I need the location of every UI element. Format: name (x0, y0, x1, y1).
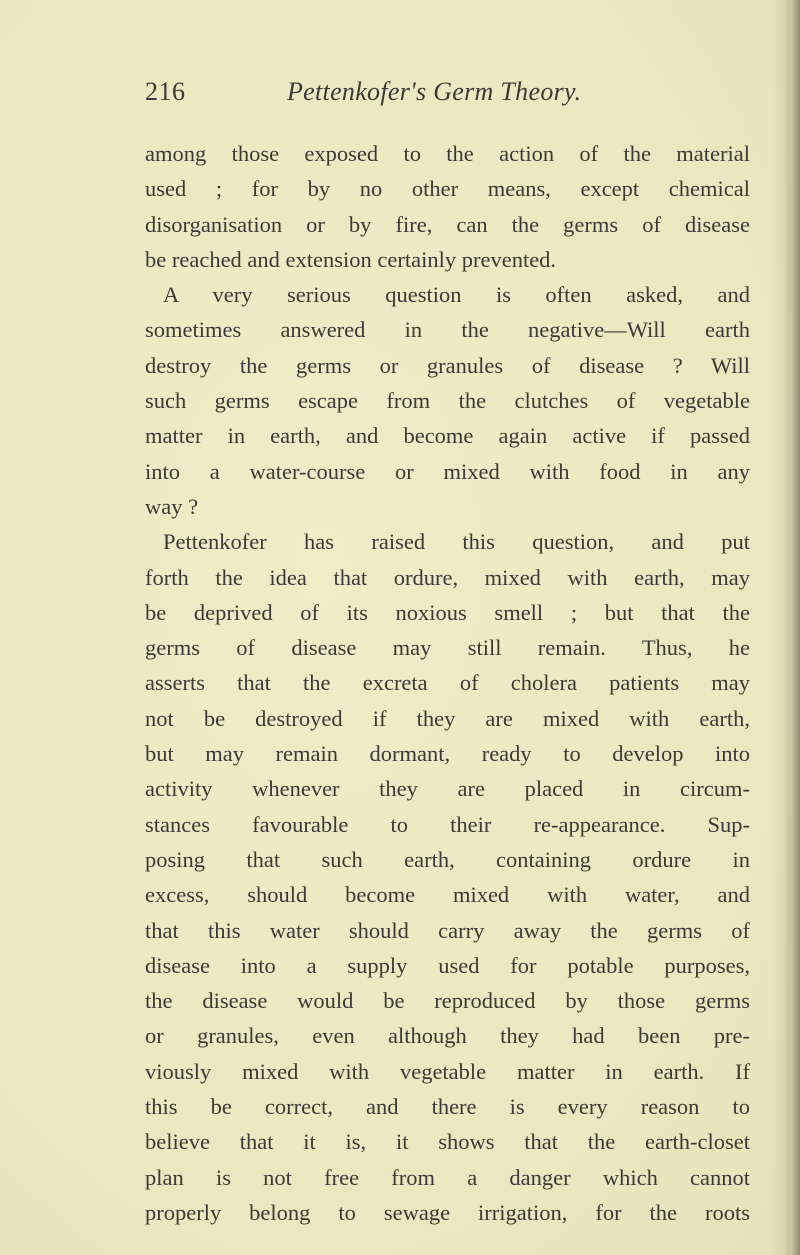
page-binding-edge (790, 0, 800, 1255)
text-line: posing that such earth, containing ordure in (145, 846, 750, 872)
text-line: believe that it is, it shows that the earth-closet (145, 1129, 750, 1155)
text-line: or granules, even although they had been pre- (145, 1023, 750, 1049)
text-line: disorganisation or by fire, can the germs of disease (145, 211, 750, 237)
body-text (145, 136, 750, 1230)
text-line: among those exposed to the action of the material (145, 141, 750, 166)
text-line: be deprived of its noxious smell ; but that the (145, 599, 750, 625)
text-line: but may remain dormant, ready to develop into (145, 741, 750, 767)
page-number: 216 (145, 77, 186, 106)
text-line: such germs escape from the clutches of vegetable (145, 388, 750, 414)
page-header (145, 77, 745, 117)
text-line: excess, should become mixed with water, and (145, 882, 750, 908)
text-line: germs of disease may still remain. Thus, he (145, 635, 750, 661)
text-line: viously mixed with vegetable matter in earth. If (145, 1058, 750, 1084)
text-line: plan is not free from a danger which cannot (145, 1164, 750, 1190)
running-head: Pettenkofer's Germ Theory. (287, 77, 582, 106)
text-line: be reached and extension certainly prevented. (145, 246, 557, 272)
text-line: way ? (145, 493, 199, 519)
text-line: that this water should carry away the germs of (145, 917, 750, 943)
text-line: A very serious question is often asked, and (163, 282, 750, 308)
text-line: matter in earth, and become again active if passed (145, 423, 750, 449)
text-line: sometimes answered in the negative—Will earth (145, 317, 750, 343)
text-line: disease into a supply used for potable purposes, (145, 952, 750, 978)
text-line: activity whenever they are placed in circum- (145, 776, 750, 802)
text-line: Pettenkofer has raised this question, and put (163, 529, 750, 555)
text-line: destroy the germs or granules of disease ? Will (145, 352, 750, 378)
text-line: the disease would be reproduced by those germs (145, 988, 750, 1014)
text-line: properly belong to sewage irrigation, for the roots (145, 1199, 750, 1225)
text-line: stances favourable to their re-appearance. Sup- (145, 811, 750, 837)
text-line: used ; for by no other means, except chemical (145, 176, 750, 202)
text-line: forth the idea that ordure, mixed with earth, may (145, 564, 750, 590)
text-line: this be correct, and there is every reason to (145, 1094, 750, 1120)
text-line: into a water-course or mixed with food in any (145, 458, 750, 484)
text-line: asserts that the excreta of cholera patients may (145, 670, 750, 696)
text-line: not be destroyed if they are mixed with earth, (145, 705, 750, 731)
